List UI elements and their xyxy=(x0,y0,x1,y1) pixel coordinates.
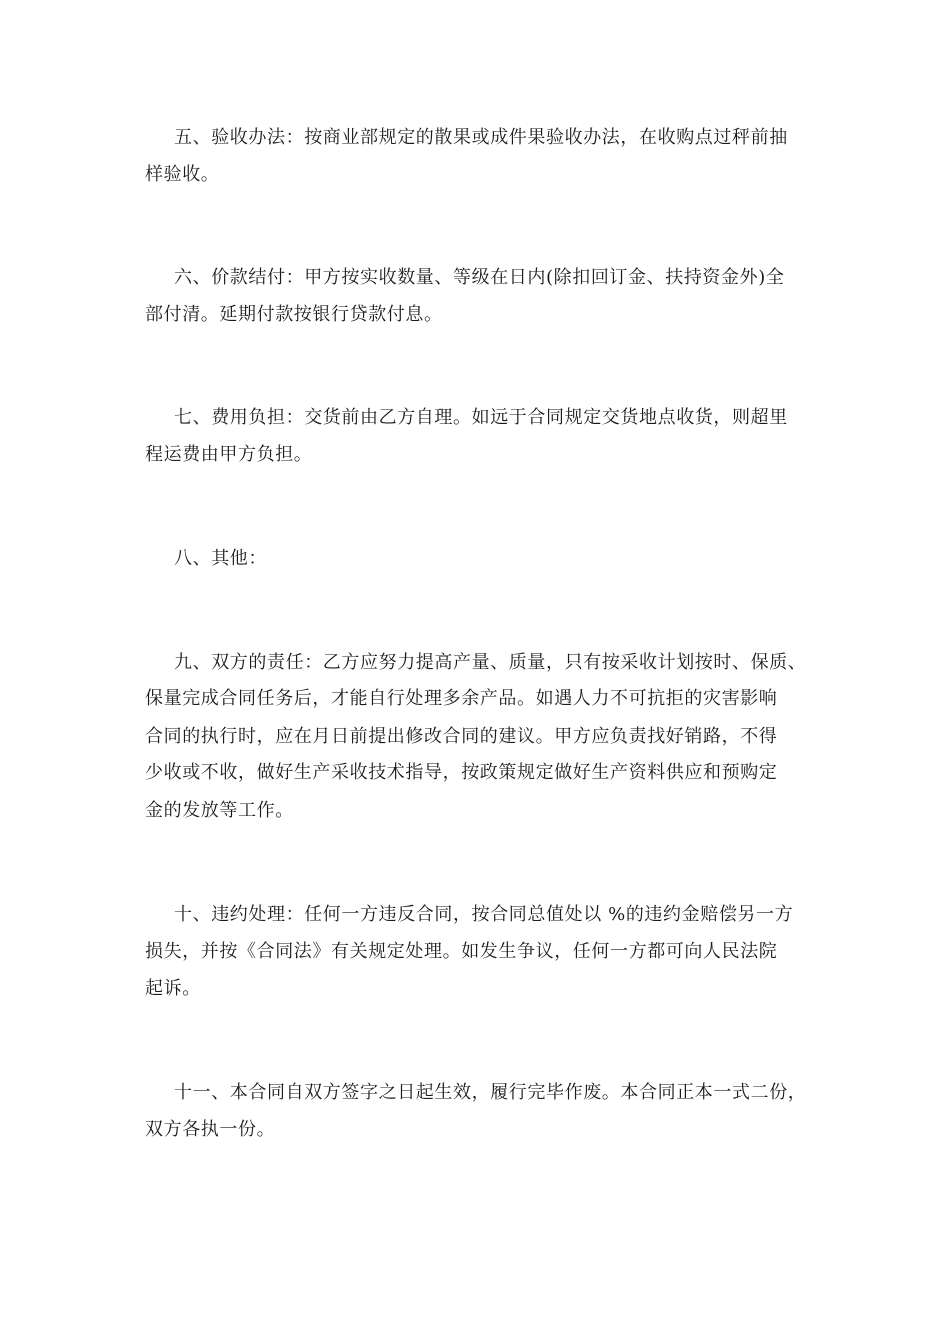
clause-line: 八、其他： xyxy=(174,548,267,569)
clause-line: 七、费用负担：交货前由乙方自理。如远于合同规定交货地点收货，则超里 xyxy=(174,407,788,428)
clause-line: 程运费由甲方负担。 xyxy=(145,444,313,465)
clause-line: 金的发放等工作。 xyxy=(145,800,294,821)
clause-line: 九、双方的责任：乙方应努力提高产量、质量，只有按采收计划按时、保质、 xyxy=(174,652,807,673)
clause-line: 五、验收办法：按商业部规定的散果或成件果验收办法，在收购点过秤前抽 xyxy=(174,127,788,148)
clause-line: 合同的执行时，应在月日前提出修改合同的建议。甲方应负责找好销路，不得 xyxy=(145,726,778,747)
clause-line: 部付清。延期付款按银行贷款付息。 xyxy=(145,304,443,325)
clause-line: 双方各执一份。 xyxy=(145,1119,276,1140)
clause-line: 十、违约处理：任何一方违反合同，按合同总值处以 %的违约金赔偿另一方 xyxy=(174,904,794,925)
clause-line: 损失，并按《合同法》有关规定处理。如发生争议，任何一方都可向人民法院 xyxy=(145,941,778,962)
clause-line: 十一、本合同自双方签字之日起生效，履行完毕作废。本合同正本一式二份， xyxy=(174,1082,807,1103)
clause-line: 保量完成合同任务后，才能自行处理多余产品。如遇人力不可抗拒的灾害影响 xyxy=(145,688,778,709)
clause-line: 少收或不收，做好生产采收技术指导，按政策规定做好生产资料供应和预购定 xyxy=(145,762,778,783)
clause-line: 起诉。 xyxy=(145,978,201,999)
clause-line: 六、价款结付：甲方按实收数量、等级在日内(除扣回订金、扶持资金外)全 xyxy=(174,267,785,288)
clause-line: 样验收。 xyxy=(145,164,220,185)
